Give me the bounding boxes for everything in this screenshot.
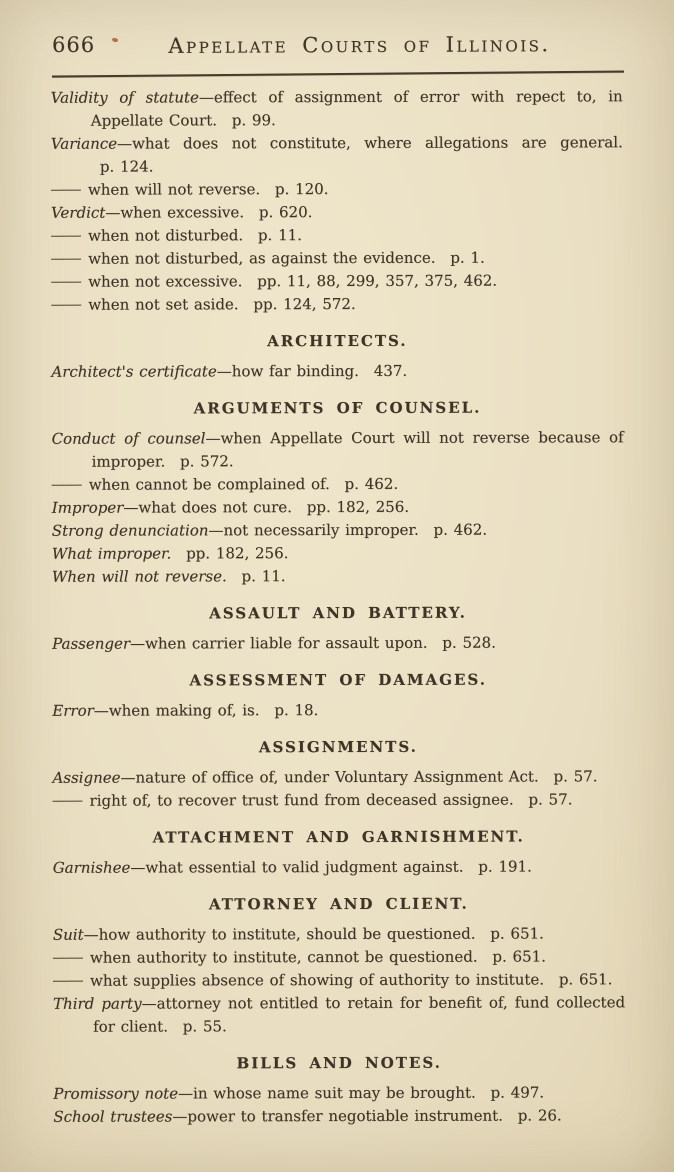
entry-lead: Promissory note bbox=[53, 1084, 179, 1103]
entry-separator: — bbox=[93, 701, 109, 720]
index-entry bbox=[51, 359, 623, 383]
index-entry bbox=[52, 495, 624, 519]
page-ref: pp. 182, 256. bbox=[186, 544, 289, 563]
entry-list bbox=[53, 855, 625, 879]
entry-dash bbox=[53, 958, 83, 959]
page-ref: pp. 11, 88, 299, 357, 375, 462. bbox=[257, 271, 498, 291]
entry-lead: What improper. bbox=[51, 544, 172, 563]
entry-lead: Error bbox=[52, 701, 94, 720]
page-ref: p. 528. bbox=[442, 633, 496, 652]
index-section bbox=[53, 892, 625, 1038]
page-ref: p. 497. bbox=[490, 1083, 545, 1102]
entry-text: when not set aside. bbox=[88, 295, 239, 314]
index-entry bbox=[51, 246, 623, 270]
entry-text: when cannot be complained of. bbox=[88, 475, 330, 494]
entry-dash bbox=[51, 259, 81, 260]
index-entry bbox=[52, 541, 624, 565]
index-entry bbox=[51, 269, 623, 293]
section-heading: ATTORNEY AND CLIENT. bbox=[208, 894, 469, 914]
entry-dash bbox=[51, 236, 81, 237]
page-ref: pp. 182, 256. bbox=[306, 497, 410, 517]
entry-text: attorney not entitled to retain for benefit of, fund collected for client. bbox=[93, 993, 626, 1036]
entry-separator: — bbox=[177, 1084, 194, 1103]
page-ref: p. 18. bbox=[274, 701, 319, 720]
entry-dash bbox=[51, 305, 81, 306]
entry-text: in whose name suit may be brought. bbox=[192, 1083, 476, 1103]
index-entry bbox=[51, 223, 623, 247]
entry-text: when excessive. bbox=[120, 203, 245, 222]
header-rule bbox=[52, 71, 624, 78]
page-header bbox=[52, 34, 624, 64]
entry-text: what does not constitute, where allegations are general. bbox=[132, 133, 623, 153]
page-ref: p. 620. bbox=[258, 203, 313, 222]
page-ref: p. 57. bbox=[528, 790, 573, 809]
entry-separator: — bbox=[105, 203, 121, 222]
entry-text: when Appellate Court will not reverse because of improper. bbox=[91, 428, 624, 471]
entry-lead: Architect's certificate bbox=[51, 362, 217, 381]
page-number: 666 bbox=[52, 33, 96, 57]
section-heading: ASSAULT AND BATTERY. bbox=[209, 603, 467, 623]
index-entry bbox=[53, 968, 625, 992]
entry-text: not necessarily improper. bbox=[223, 520, 419, 540]
entry-separator: — bbox=[130, 634, 146, 653]
entry-list bbox=[53, 1081, 625, 1128]
entry-text: when authority to institute, cannot be questioned. bbox=[89, 947, 478, 967]
section-heading: ASSIGNMENTS. bbox=[258, 737, 418, 757]
index-section bbox=[52, 735, 624, 812]
index-entry bbox=[53, 991, 625, 1038]
page-ref: pp. 124, 572. bbox=[253, 294, 356, 314]
entry-lead: Assignee bbox=[52, 768, 121, 787]
page-ref: p. 191. bbox=[478, 857, 532, 876]
entry-list bbox=[52, 698, 624, 722]
entry-dash bbox=[51, 282, 81, 283]
entry-text: when not disturbed, as against the evidence. bbox=[88, 248, 436, 268]
entry-lead: Variance bbox=[50, 134, 118, 153]
index-section bbox=[52, 668, 624, 722]
section-heading: ARGUMENTS OF COUNSEL. bbox=[193, 398, 482, 418]
entry-list bbox=[52, 765, 624, 812]
section-heading: ARCHITECTS. bbox=[267, 331, 408, 351]
entry-list bbox=[53, 922, 625, 1038]
page-ref: p. 651. bbox=[492, 947, 546, 966]
index-entry bbox=[52, 788, 624, 812]
page-ref: p. 1. bbox=[450, 248, 485, 267]
index-entry bbox=[52, 765, 624, 789]
index-sections bbox=[51, 85, 626, 1128]
index-section bbox=[52, 601, 624, 655]
entry-list bbox=[51, 359, 623, 383]
index-entry bbox=[51, 292, 623, 316]
entry-dash bbox=[52, 485, 82, 486]
entry-text: when making of, is. bbox=[108, 701, 260, 720]
index-entry bbox=[51, 200, 623, 224]
entry-text: how authority to institute, should be questioned. bbox=[98, 924, 476, 944]
index-entry bbox=[53, 1081, 625, 1105]
section-heading: ASSESSMENT OF DAMAGES. bbox=[189, 670, 487, 690]
index-entry bbox=[53, 855, 625, 879]
page-ref: p. 99. bbox=[231, 111, 276, 130]
entry-text: what supplies absence of showing of authority to institute. bbox=[89, 970, 545, 990]
entry-lead: Conduct of counsel bbox=[51, 429, 206, 448]
section-heading: ATTACHMENT AND GARNISHMENT. bbox=[152, 827, 525, 847]
page-ref: p. 651. bbox=[490, 924, 544, 943]
index-entry bbox=[53, 1104, 625, 1128]
index-section bbox=[51, 329, 623, 383]
entry-text: right of, to recover trust fund from deceased assignee. bbox=[89, 790, 514, 810]
entry-lead: Garnishee bbox=[52, 858, 131, 877]
entry-text: what essential to valid judgment against. bbox=[145, 857, 464, 877]
index-entry bbox=[53, 945, 625, 969]
entry-separator: — bbox=[198, 88, 214, 107]
entry-lead: Suit bbox=[52, 925, 84, 944]
entry-lead: Third party bbox=[53, 994, 142, 1013]
entry-dash bbox=[51, 190, 81, 191]
entry-separator: — bbox=[141, 994, 157, 1013]
entry-text: when will not reverse. bbox=[87, 180, 261, 199]
entry-dash bbox=[53, 981, 83, 982]
index-entry bbox=[52, 631, 624, 655]
page-ref: p. 462. bbox=[433, 520, 488, 539]
entry-text: how far binding. bbox=[231, 361, 359, 381]
entry-lead: Passenger bbox=[52, 634, 131, 653]
entry-text: nature of office of, under Voluntary Assignment Act. bbox=[135, 767, 539, 787]
page-ref: p. 572. bbox=[179, 452, 234, 471]
entry-lead: Validity of statute bbox=[50, 88, 199, 107]
page-ref: p. 462. bbox=[344, 474, 399, 493]
entry-separator: — bbox=[130, 858, 146, 877]
index-section bbox=[51, 85, 624, 316]
index-entry bbox=[52, 518, 624, 542]
entry-list bbox=[52, 426, 624, 588]
page-ref: p. 11. bbox=[257, 226, 302, 245]
index-entry bbox=[52, 564, 624, 588]
entry-separator: — bbox=[123, 498, 139, 517]
entry-text: when carrier liable for assault upon. bbox=[145, 633, 428, 653]
page-ref: p. 124. bbox=[99, 157, 154, 176]
entry-dash bbox=[53, 801, 83, 802]
section-heading: BILLS AND NOTES. bbox=[236, 1053, 442, 1073]
page-ref: p. 120. bbox=[274, 180, 329, 199]
page-ref: p. 651. bbox=[558, 970, 613, 989]
entry-separator: — bbox=[205, 429, 221, 448]
entry-lead: Verdict bbox=[50, 203, 106, 222]
entry-separator: — bbox=[117, 134, 133, 153]
entry-text: when not excessive. bbox=[88, 272, 243, 291]
index-section bbox=[53, 1051, 625, 1128]
entry-list bbox=[51, 85, 624, 316]
index-entry bbox=[51, 177, 623, 201]
index-entry bbox=[52, 472, 624, 496]
running-title: Appellate Courts of Illinois. bbox=[168, 32, 551, 58]
page-ref: 437. bbox=[373, 361, 408, 380]
index-entry bbox=[52, 426, 624, 473]
entry-lead: When will not reverse. bbox=[51, 567, 227, 586]
entry-text: power to transfer negotiable instrument. bbox=[187, 1106, 503, 1126]
entry-separator: — bbox=[83, 925, 99, 944]
entry-lead: Improper bbox=[51, 498, 124, 517]
entry-text: when not disturbed. bbox=[88, 226, 244, 245]
entry-text: what does not cure. bbox=[138, 498, 292, 517]
index-entry bbox=[52, 698, 624, 722]
entry-separator: — bbox=[208, 521, 224, 540]
page-ref: p. 11. bbox=[241, 567, 286, 586]
entry-text: effect of assignment of error with repect to, in Appellate Court. bbox=[90, 87, 623, 130]
page-ref: p. 55. bbox=[182, 1017, 227, 1036]
entry-separator: — bbox=[216, 362, 232, 381]
entry-separator: — bbox=[120, 768, 136, 787]
entry-lead: School trustees bbox=[53, 1107, 173, 1126]
index-entry bbox=[51, 131, 623, 178]
entry-separator: — bbox=[172, 1107, 188, 1126]
index-section bbox=[53, 825, 625, 879]
entry-list bbox=[52, 631, 624, 655]
page-ref: p. 57. bbox=[553, 767, 598, 786]
index-entry bbox=[53, 922, 625, 946]
entry-lead: Strong denunciation bbox=[51, 521, 209, 540]
index-section bbox=[51, 396, 623, 588]
page-ref: p. 26. bbox=[517, 1106, 562, 1125]
index-entry bbox=[51, 85, 623, 132]
